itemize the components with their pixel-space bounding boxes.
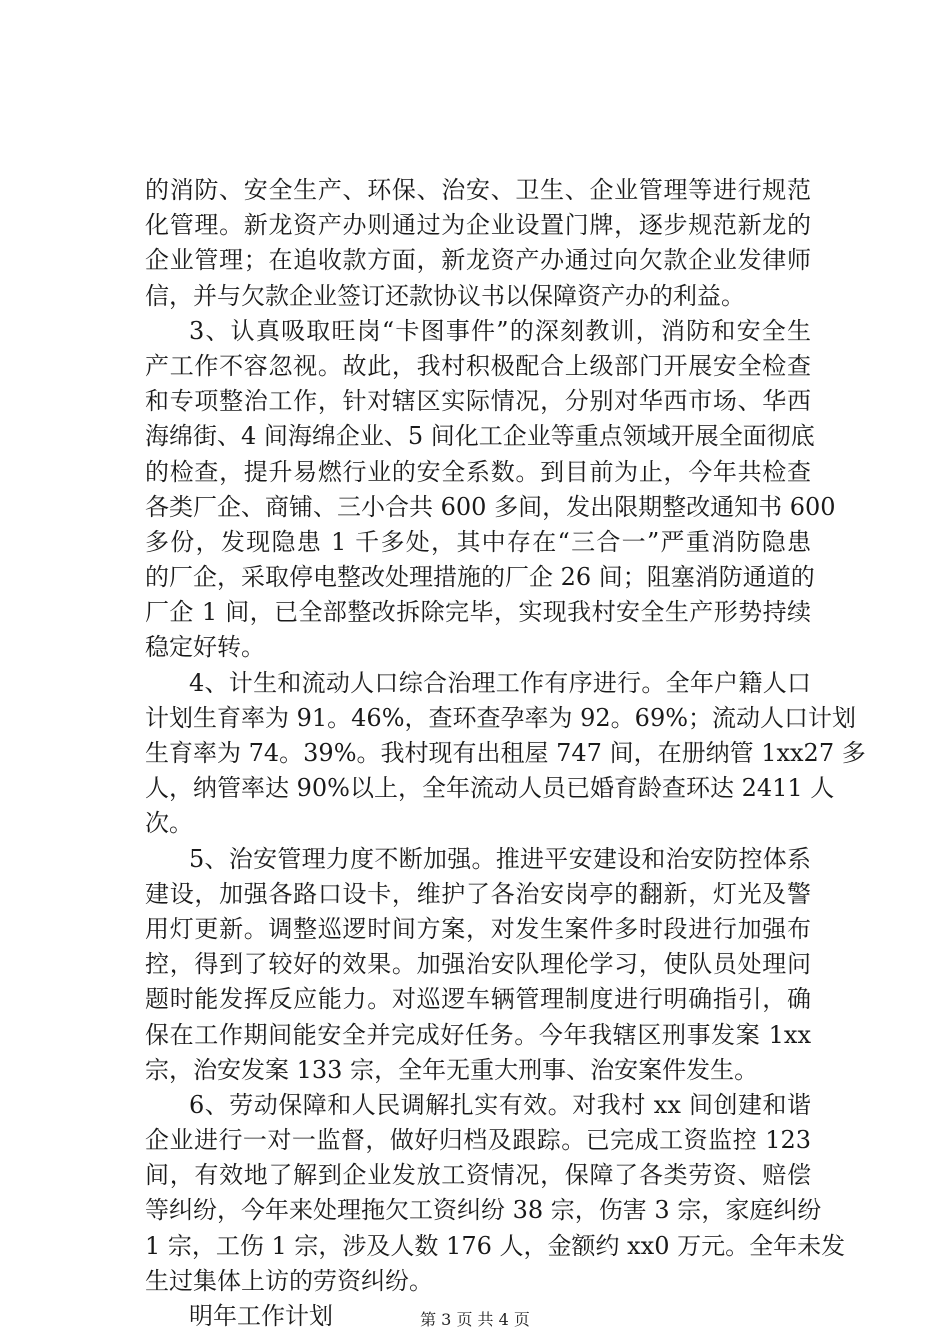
paragraph-line: 企业进行一对一监督，做好归档及跟踪。已完成工资监控 123: [145, 1126, 811, 1155]
paragraph-line: 保在工作期间能安全并完成好任务。今年我辖区刑事发案 1xx: [145, 1020, 811, 1049]
paragraph-line: 建设，加强各路口设卡，维护了各治安岗亭的翻新，灯光及警: [145, 879, 811, 908]
paragraph-line: 各类厂企、商铺、三小合共 600 多间，发出限期整改通知书 600: [145, 492, 836, 521]
paragraph-line: 的检查，提升易燃行业的安全系数。到目前为止，今年共检查: [145, 457, 811, 486]
paragraph-line: 4、计生和流动人口综合治理工作有序进行。全年户籍人口: [189, 668, 811, 697]
paragraph: [145, 842, 811, 1088]
paragraph-line: 产工作不容忽视。故此，我村积极配合上级部门开展安全检查: [145, 351, 811, 380]
paragraph-line: 题时能发挥反应能力。对巡逻车辆管理制度进行明确指引，确: [145, 985, 811, 1014]
paragraph-line: 等纠纷，今年来处理拖欠工资纠纷 38 宗，伤害 3 宗，家庭纠纷: [145, 1196, 822, 1225]
paragraph-line: 1 宗，工伤 1 宗，涉及人数 176 人，金额约 xx0 万元。全年未发: [145, 1231, 846, 1260]
paragraph-line: 生育率为 74。39%。我村现有出租屋 747 间，在册纳管 1xx27 多: [145, 739, 866, 767]
paragraph-line: 企业管理；在追收款方面，新龙资产办通过向欠款企业发律师: [145, 246, 811, 275]
paragraph-line: 6、劳动保障和人民调解扎实有效。对我村 xx 间创建和谐: [189, 1090, 811, 1119]
paragraph: [145, 173, 811, 314]
paragraph-line: 的消防、安全生产、环保、治安、卫生、企业管理等进行规范: [145, 176, 811, 204]
page-number-footer: 第 3 页 共 4 页: [420, 1310, 530, 1329]
paragraph-line: 海绵街、4 间海绵企业、5 间化工企业等重点领域开展全面彻底: [145, 422, 815, 451]
paragraph-line: 5、治安管理力度不断加强。推进平安建设和治安防控体系: [189, 844, 811, 873]
paragraph: [145, 314, 836, 666]
paragraph-line: 控，得到了较好的效果。加强治安队理伦学习，使队员处理问: [145, 950, 811, 979]
paragraph-line: 宗，治安发案 133 宗，全年无重大刑事、治安案件发生。: [145, 1055, 759, 1084]
paragraph: [145, 666, 866, 842]
paragraph-line: 厂企 1 间，已全部整改拆除完毕，实现我村安全生产形势持续: [145, 598, 811, 627]
paragraph-line: 信，并与欠款企业签订还款协议书以保障资产办的利益。: [145, 281, 745, 310]
paragraph-line: 次。: [145, 809, 193, 838]
paragraph-line: 人，纳管率达 90%以上，全年流动人员已婚育龄查环达 2411 人: [145, 774, 835, 803]
paragraph-line: 化管理。新龙资产办则通过为企业设置门牌，逐步规范新龙的: [145, 211, 811, 240]
document-body: [145, 173, 866, 1334]
paragraph-line: 3、认真吸取旺岗“卡图事件”的深刻教训，消防和安全生: [189, 316, 811, 345]
section-heading: 明年工作计划: [189, 1302, 333, 1330]
paragraph-line: 生过集体上访的劳资纠纷。: [145, 1266, 433, 1295]
paragraph-line: 和专项整治工作，针对辖区实际情况，分别对华西市场、华西: [145, 387, 811, 416]
paragraph-line: 间，有效地了解到企业发放工资情况，保障了各类劳资、赔偿: [145, 1161, 811, 1190]
paragraph-line: 用灯更新。调整巡逻时间方案，对发生案件多时段进行加强布: [145, 914, 811, 943]
paragraph: [145, 1088, 846, 1299]
paragraph-line: 多份，发现隐患 1 千多处，其中存在“三合一”严重消防隐患: [145, 527, 811, 556]
paragraph-line: 计划生育率为 91。46%，查环查孕率为 92。69%；流动人口计划: [145, 703, 857, 732]
paragraph-line: 的厂企，采取停电整改处理措施的厂企 26 间；阻塞消防通道的: [145, 563, 815, 592]
paragraph-line: 稳定好转。: [145, 633, 265, 662]
